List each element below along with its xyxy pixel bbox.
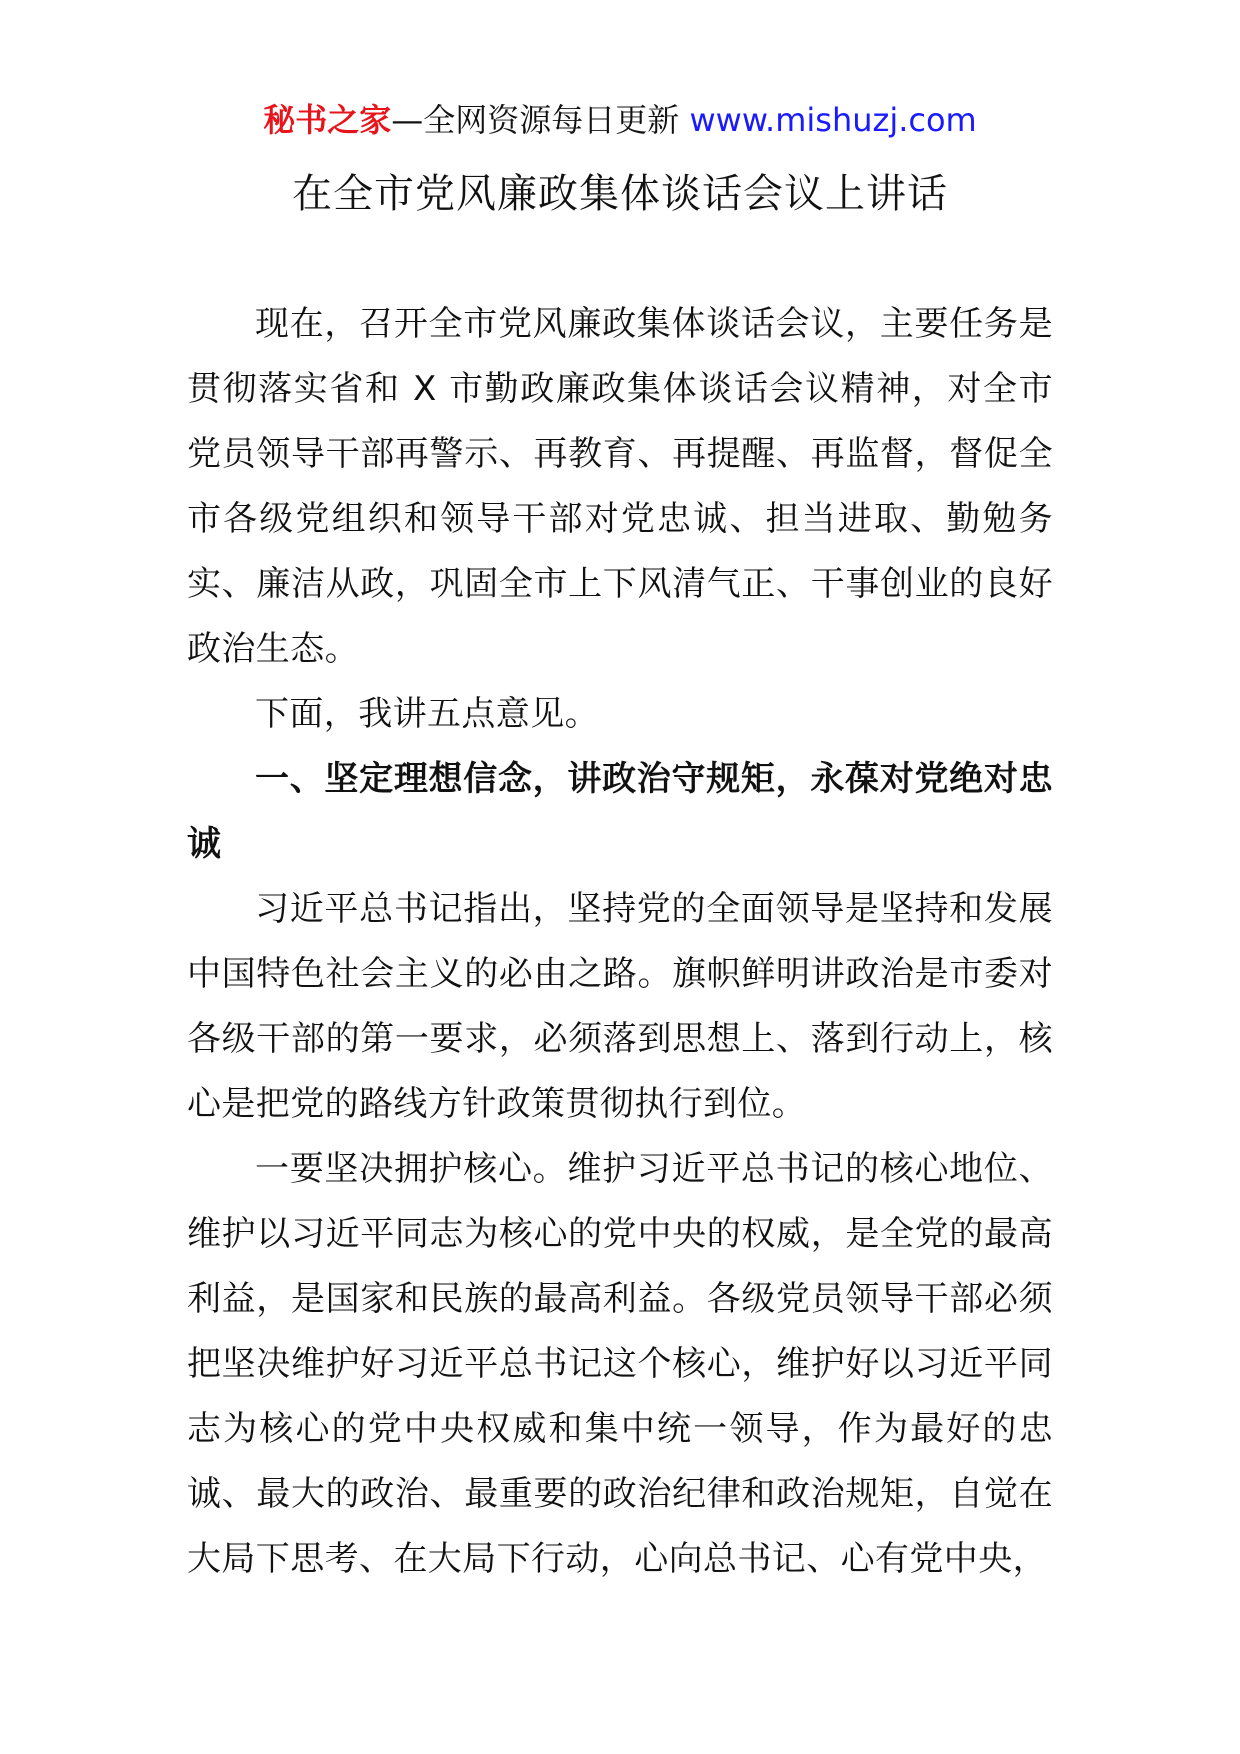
site-tagline: —全网资源每日更新 [391, 101, 690, 139]
document-title: 在全市党风廉政集体谈话会议上讲话 [292, 171, 948, 217]
document-body [187, 292, 1053, 1592]
section-heading-1: 一、坚定理想信念，讲政治守规矩，永葆对党绝对忠诚 [187, 759, 1053, 864]
site-url-link[interactable]: www.mishuzj.com [689, 101, 977, 139]
paragraph-section-1-intro: 习近平总书记指出，坚持党的全面领导是坚持和发展中国特色社会主义的必由之路。旗帜鲜明讲政治是市委对各级干部的第一要求，必须落到思想上、落到行动上，核心是把党的路线方针政策贯彻执行到位。 [187, 889, 1053, 1124]
site-header [0, 98, 1240, 142]
paragraph-outline: 下面，我讲五点意见。 [255, 694, 599, 734]
paragraph-section-1-point-1: 一要坚决拥护核心。维护习近平总书记的核心地位、维护以习近平同志为核心的党中央的权威，是全党的最高利益，是国家和民族的最高利益。各级党员领导干部必须把坚决维护好习近平总书记这个核心，维护好以习近平同志为核心的党中央权威和集中统一领导，作为最好的忠诚、最大的政治、最重要的政治纪律和政治规矩，自觉在大局下思考、在大局下行动，心向总书记、心有党中央， [187, 1149, 1053, 1579]
paragraph-intro: 现在，召开全市党风廉政集体谈话会议，主要任务是贯彻落实省和 X 市勤政廉政集体谈话会议精神，对全市党员领导干部再警示、再教育、再提醒、再监督，督促全市各级党组织和领导干部对党忠诚、担当进取、勤勉务实、廉洁从政，巩固全市上下风清气正、干事创业的良好政治生态。 [187, 304, 1053, 669]
site-brand: 秘书之家 [263, 101, 392, 139]
